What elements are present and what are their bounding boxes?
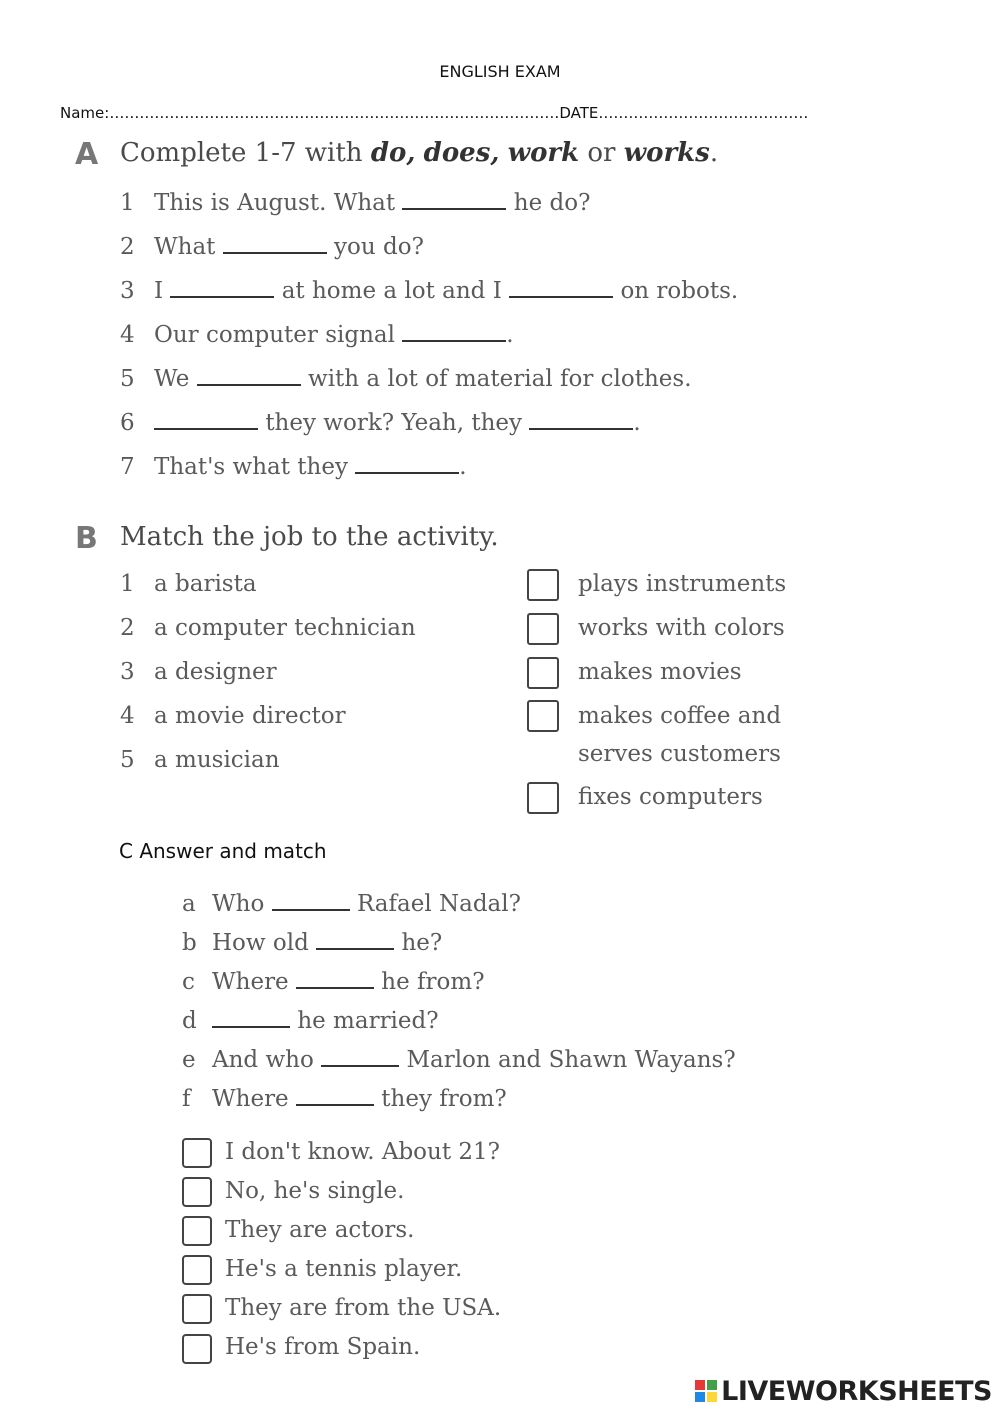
answer-blank[interactable] bbox=[154, 410, 258, 430]
match-checkbox[interactable] bbox=[527, 700, 559, 732]
activity-item: plays instruments bbox=[578, 571, 787, 597]
answer-blank[interactable] bbox=[223, 234, 327, 254]
match-checkbox[interactable] bbox=[527, 657, 559, 689]
question-item: d he married? bbox=[182, 1008, 439, 1034]
match-checkbox[interactable] bbox=[527, 613, 559, 645]
answer-blank[interactable] bbox=[316, 930, 394, 950]
liveworksheets-brand: LIVEWORKSHEETS bbox=[695, 1376, 992, 1407]
answer-option: They are actors. bbox=[225, 1217, 415, 1243]
answer-checkbox[interactable] bbox=[182, 1216, 212, 1246]
answer-option: No, he's single. bbox=[225, 1178, 405, 1204]
date-field[interactable]: …………………………………… bbox=[598, 104, 809, 122]
job-item: 4 a movie director bbox=[120, 703, 346, 729]
question-item: e And who Marlon and Shawn Wayans? bbox=[182, 1047, 736, 1073]
activity-item-continued: serves customers bbox=[578, 741, 781, 767]
answer-blank[interactable] bbox=[272, 891, 350, 911]
answer-blank[interactable] bbox=[197, 366, 301, 386]
section-a-item: 2 What you do? bbox=[120, 234, 424, 260]
answer-blank[interactable] bbox=[296, 969, 374, 989]
answer-option: I don't know. About 21? bbox=[225, 1139, 500, 1165]
answer-blank[interactable] bbox=[402, 190, 506, 210]
answer-blank[interactable] bbox=[529, 410, 633, 430]
answer-option: He's from Spain. bbox=[225, 1334, 421, 1360]
answer-blank[interactable] bbox=[321, 1047, 399, 1067]
liveworksheets-logo-icon bbox=[695, 1380, 717, 1402]
question-item: b How old he? bbox=[182, 930, 443, 956]
activity-item: makes coffee and bbox=[578, 703, 782, 729]
section-a-letter: A bbox=[75, 137, 99, 172]
answer-blank[interactable] bbox=[170, 278, 274, 298]
answer-option: They are from the USA. bbox=[225, 1295, 502, 1321]
name-date-line bbox=[60, 104, 808, 122]
activity-item: works with colors bbox=[578, 615, 785, 641]
answer-option: He's a tennis player. bbox=[225, 1256, 463, 1282]
answer-checkbox[interactable] bbox=[182, 1334, 212, 1364]
question-item: a Who Rafael Nadal? bbox=[182, 891, 521, 917]
answer-blank[interactable] bbox=[355, 454, 459, 474]
section-b-title: Match the job to the activity. bbox=[120, 522, 499, 552]
answer-checkbox[interactable] bbox=[182, 1177, 212, 1207]
section-a-item: 4 Our computer signal . bbox=[120, 322, 514, 348]
section-a-item: 3 I at home a lot and I on robots. bbox=[120, 278, 739, 304]
name-field[interactable]: ……………………………………………………………………………… bbox=[109, 104, 560, 122]
answer-blank[interactable] bbox=[212, 1008, 290, 1028]
answer-blank[interactable] bbox=[402, 322, 506, 342]
answer-checkbox[interactable] bbox=[182, 1138, 212, 1168]
date-label: DATE bbox=[559, 104, 599, 122]
match-checkbox[interactable] bbox=[527, 569, 559, 601]
question-item: f Where they from? bbox=[182, 1086, 507, 1112]
section-c-title: C Answer and match bbox=[119, 839, 327, 863]
section-a-item: 6 they work? Yeah, they . bbox=[120, 410, 641, 436]
job-item: 1 a barista bbox=[120, 571, 257, 597]
name-label: Name: bbox=[60, 104, 110, 122]
job-item: 5 a musician bbox=[120, 747, 280, 773]
activity-item: makes movies bbox=[578, 659, 742, 685]
answer-blank[interactable] bbox=[509, 278, 613, 298]
answer-checkbox[interactable] bbox=[182, 1294, 212, 1324]
answer-blank[interactable] bbox=[296, 1086, 374, 1106]
section-a-item: 5 We with a lot of material for clothes. bbox=[120, 366, 692, 392]
section-a-title: Complete 1-7 with do, does, work or works. bbox=[120, 138, 719, 168]
match-checkbox[interactable] bbox=[527, 782, 559, 814]
section-a-item: 7 That's what they . bbox=[120, 454, 467, 480]
exam-title: ENGLISH EXAM bbox=[439, 62, 561, 81]
job-item: 3 a designer bbox=[120, 659, 277, 685]
job-item: 2 a computer technician bbox=[120, 615, 416, 641]
question-item: c Where he from? bbox=[182, 969, 485, 995]
activity-item: fixes computers bbox=[578, 784, 763, 810]
answer-checkbox[interactable] bbox=[182, 1255, 212, 1285]
section-a-item: 1 This is August. What he do? bbox=[120, 190, 591, 216]
section-b-letter: B bbox=[75, 521, 98, 556]
